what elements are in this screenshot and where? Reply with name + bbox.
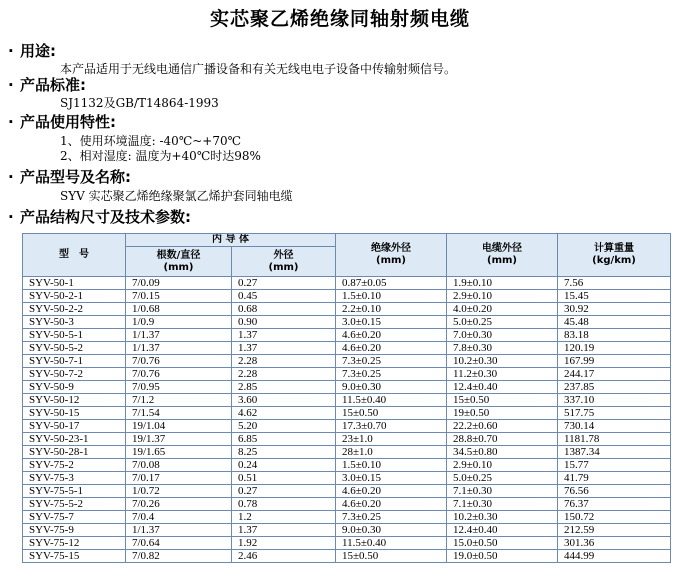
cell-outer-dia: 0.27 (232, 485, 336, 498)
cell-insulation: 4.6±0.20 (336, 342, 447, 355)
cell-model: SYV-50-28-1 (23, 446, 126, 459)
cell-weight: 244.17 (558, 368, 671, 381)
table-row (23, 303, 671, 316)
cell-outer-dia: 1.92 (232, 537, 336, 550)
cell-outer-dia: 2.28 (232, 355, 336, 368)
cell-outer-dia: 0.27 (232, 277, 336, 290)
cell-insulation: 9.0±0.30 (336, 381, 447, 394)
cell-model: SYV-50-15 (23, 407, 126, 420)
cell-model: SYV-50-2-2 (23, 303, 126, 316)
characteristics-line-2: 2、相对湿度: 温度为+40℃时达98% (60, 149, 261, 163)
cell-cable: 22.2±0.60 (447, 420, 558, 433)
cell-cable: 1.9±0.10 (447, 277, 558, 290)
cell-outer-dia: 0.68 (232, 303, 336, 316)
cell-weight: 444.99 (558, 550, 671, 563)
cell-weight: 337.10 (558, 394, 671, 407)
cell-weight: 15.45 (558, 290, 671, 303)
table-row (23, 355, 671, 368)
header-insulation-unit: (mm) (376, 255, 406, 266)
cell-weight: 301.36 (558, 537, 671, 550)
cell-weight: 120.19 (558, 342, 671, 355)
cell-weight: 76.37 (558, 498, 671, 511)
cell-outer-dia: 1.37 (232, 329, 336, 342)
cell-cable: 12.4±0.40 (447, 524, 558, 537)
cell-insulation: 7.3±0.25 (336, 355, 447, 368)
cell-weight: 1181.78 (558, 433, 671, 446)
table-row (23, 290, 671, 303)
cell-insulation: 1.5±0.10 (336, 459, 447, 472)
cell-strands: 1/0.72 (126, 485, 232, 498)
cell-insulation: 11.5±0.40 (336, 394, 447, 407)
cell-cable: 2.9±0.10 (447, 459, 558, 472)
cell-insulation: 2.2±0.10 (336, 303, 447, 316)
header-insulation-label: 绝缘外径 (371, 243, 411, 254)
table-row (23, 316, 671, 329)
standard-heading: 产品标准: (20, 76, 86, 94)
cell-outer-dia: 0.78 (232, 498, 336, 511)
cell-outer-dia: 0.51 (232, 472, 336, 485)
cell-model: SYV-50-12 (23, 394, 126, 407)
cell-strands: 19/1.65 (126, 446, 232, 459)
header-outer-dia (232, 247, 336, 277)
cell-outer-dia: 1.37 (232, 342, 336, 355)
table-row (23, 472, 671, 485)
cell-cable: 19.0±0.50 (447, 550, 558, 563)
cell-model: SYV-50-3 (23, 316, 126, 329)
header-cable-unit: (mm) (487, 255, 517, 266)
header-weight-unit: (kg/km) (592, 255, 636, 266)
standard-text: SJ1132及GB/T14864-1993 (60, 96, 219, 110)
cell-strands: 1/1.37 (126, 329, 232, 342)
cell-weight: 30.92 (558, 303, 671, 316)
cell-outer-dia: 1.37 (232, 524, 336, 537)
cell-model: SYV-75-2 (23, 459, 126, 472)
cell-weight: 730.14 (558, 420, 671, 433)
cell-strands: 19/1.37 (126, 433, 232, 446)
cell-outer-dia: 8.25 (232, 446, 336, 459)
cell-strands: 7/0.76 (126, 355, 232, 368)
cell-strands: 7/1.54 (126, 407, 232, 420)
cell-insulation: 0.87±0.05 (336, 277, 447, 290)
cell-cable: 10.2±0.30 (447, 511, 558, 524)
cell-weight: 212.59 (558, 524, 671, 537)
cell-cable: 7.0±0.30 (447, 329, 558, 342)
cell-insulation: 4.6±0.20 (336, 329, 447, 342)
cell-cable: 10.2±0.30 (447, 355, 558, 368)
cell-weight: 41.79 (558, 472, 671, 485)
cell-strands: 7/0.4 (126, 511, 232, 524)
cell-strands: 7/0.64 (126, 537, 232, 550)
cell-cable: 7.1±0.30 (447, 498, 558, 511)
cell-insulation: 4.6±0.20 (336, 485, 447, 498)
header-strands-label: 根数/直径 (156, 249, 201, 261)
header-cable-label: 电缆外径 (482, 243, 522, 254)
cell-cable: 5.0±0.25 (447, 472, 558, 485)
cell-weight: 1387.34 (558, 446, 671, 459)
cell-outer-dia: 4.62 (232, 407, 336, 420)
table-row (23, 329, 671, 342)
cell-insulation: 23±1.0 (336, 433, 447, 446)
header-model: 型 号 (23, 234, 126, 277)
cell-outer-dia: 0.45 (232, 290, 336, 303)
cell-model: SYV-75-7 (23, 511, 126, 524)
cell-weight: 7.56 (558, 277, 671, 290)
cell-model: SYV-75-12 (23, 537, 126, 550)
cell-cable: 2.9±0.10 (447, 290, 558, 303)
cell-weight: 237.85 (558, 381, 671, 394)
section-standard-heading: · 产品标准: (8, 76, 86, 94)
cell-outer-dia: 2.28 (232, 368, 336, 381)
cell-cable: 11.2±0.30 (447, 368, 558, 381)
cell-cable: 12.4±0.40 (447, 381, 558, 394)
table-row (23, 485, 671, 498)
cell-outer-dia: 0.90 (232, 316, 336, 329)
table-row (23, 381, 671, 394)
header-weight-label: 计算重量 (594, 243, 634, 254)
cell-model: SYV-50-17 (23, 420, 126, 433)
cell-insulation: 15±0.50 (336, 407, 447, 420)
cell-model: SYV-50-5-2 (23, 342, 126, 355)
cell-outer-dia: 2.46 (232, 550, 336, 563)
cell-model: SYV-75-15 (23, 550, 126, 563)
cell-model: SYV-75-5-1 (23, 485, 126, 498)
cell-strands: 7/0.17 (126, 472, 232, 485)
cell-cable: 5.0±0.25 (447, 316, 558, 329)
cell-cable: 19±0.50 (447, 407, 558, 420)
cell-strands: 7/1.2 (126, 394, 232, 407)
page-title: 实芯聚乙烯绝缘同轴射频电缆 (209, 8, 470, 30)
header-strands (126, 247, 232, 277)
cell-model: SYV-50-9 (23, 381, 126, 394)
header-insulation (336, 234, 447, 277)
cell-insulation: 3.0±0.15 (336, 472, 447, 485)
cell-insulation: 15±0.50 (336, 550, 447, 563)
cell-cable: 15±0.50 (447, 394, 558, 407)
section-characteristics-heading: · 产品使用特性: (8, 113, 116, 131)
usage-text: 本产品适用于无线电通信广播设备和有关无线电电子设备中传输射频信号。 (60, 62, 457, 76)
cell-model: SYV-50-23-1 (23, 433, 126, 446)
cell-model: SYV-50-5-1 (23, 329, 126, 342)
cell-cable: 28.8±0.70 (447, 433, 558, 446)
cell-strands: 7/0.26 (126, 498, 232, 511)
section-usage-heading: · 用途: (8, 42, 56, 60)
table-row (23, 511, 671, 524)
cell-cable: 7.8±0.30 (447, 342, 558, 355)
characteristics-heading: 产品使用特性: (20, 113, 116, 131)
cell-outer-dia: 3.60 (232, 394, 336, 407)
cell-outer-dia: 0.24 (232, 459, 336, 472)
cell-model: SYV-75-9 (23, 524, 126, 537)
cell-model: SYV-50-7-1 (23, 355, 126, 368)
cell-strands: 7/0.95 (126, 381, 232, 394)
cell-cable: 7.1±0.30 (447, 485, 558, 498)
header-cable (447, 234, 558, 277)
header-inner-conductor: 内 导 体 (126, 234, 336, 247)
cell-strands: 1/0.9 (126, 316, 232, 329)
table-row (23, 394, 671, 407)
cell-outer-dia: 5.20 (232, 420, 336, 433)
cell-weight: 517.75 (558, 407, 671, 420)
cell-weight: 45.48 (558, 316, 671, 329)
cell-insulation: 9.0±0.30 (336, 524, 447, 537)
cell-weight: 15.77 (558, 459, 671, 472)
cell-cable: 4.0±0.20 (447, 303, 558, 316)
cell-strands: 7/0.08 (126, 459, 232, 472)
cell-strands: 7/0.76 (126, 368, 232, 381)
cell-outer-dia: 2.85 (232, 381, 336, 394)
cell-weight: 83.18 (558, 329, 671, 342)
table-row (23, 498, 671, 511)
cell-cable: 34.5±0.80 (447, 446, 558, 459)
cell-weight: 150.72 (558, 511, 671, 524)
table-row (23, 537, 671, 550)
table-row (23, 459, 671, 472)
header-outer-dia-unit: (mm) (268, 261, 299, 273)
cell-strands: 1/1.37 (126, 524, 232, 537)
cell-weight: 76.56 (558, 485, 671, 498)
cell-model: SYV-50-7-2 (23, 368, 126, 381)
cell-strands: 1/0.68 (126, 303, 232, 316)
cell-insulation: 11.5±0.40 (336, 537, 447, 550)
header-outer-dia-label: 外径 (273, 249, 294, 261)
table-row (23, 446, 671, 459)
cell-insulation: 28±1.0 (336, 446, 447, 459)
cell-strands: 1/1.37 (126, 342, 232, 355)
spec-table-body (23, 277, 671, 563)
table-row (23, 368, 671, 381)
cell-insulation: 17.3±0.70 (336, 420, 447, 433)
cell-outer-dia: 1.2 (232, 511, 336, 524)
table-row (23, 407, 671, 420)
cell-insulation: 1.5±0.10 (336, 290, 447, 303)
cell-strands: 7/0.09 (126, 277, 232, 290)
cell-insulation: 7.3±0.25 (336, 511, 447, 524)
table-row (23, 277, 671, 290)
cell-outer-dia: 6.85 (232, 433, 336, 446)
table-row (23, 342, 671, 355)
table-row (23, 433, 671, 446)
model-heading: 产品型号及名称: (20, 168, 131, 186)
cell-model: SYV-75-5-2 (23, 498, 126, 511)
cell-model: SYV-50-2-1 (23, 290, 126, 303)
cell-cable: 15.0±0.50 (447, 537, 558, 550)
structure-heading: 产品结构尺寸及技术参数: (20, 208, 191, 226)
section-model-heading: · 产品型号及名称: (8, 168, 131, 186)
cell-strands: 7/0.15 (126, 290, 232, 303)
table-row (23, 420, 671, 433)
cell-model: SYV-50-1 (23, 277, 126, 290)
spec-table (22, 233, 671, 563)
table-row (23, 550, 671, 563)
cell-model: SYV-75-3 (23, 472, 126, 485)
section-structure-heading: · 产品结构尺寸及技术参数: (8, 208, 191, 226)
cell-insulation: 4.6±0.20 (336, 498, 447, 511)
cell-strands: 19/1.04 (126, 420, 232, 433)
usage-heading: 用途: (20, 42, 56, 60)
table-row (23, 524, 671, 537)
cell-insulation: 7.3±0.25 (336, 368, 447, 381)
header-strands-unit: (mm) (163, 261, 194, 273)
cell-weight: 167.99 (558, 355, 671, 368)
cell-strands: 7/0.82 (126, 550, 232, 563)
model-text: SYV 实芯聚乙烯绝缘聚氯乙烯护套同轴电缆 (60, 189, 293, 203)
cell-insulation: 3.0±0.15 (336, 316, 447, 329)
header-weight (558, 234, 671, 277)
characteristics-line-1: 1、使用环境温度: -40℃~+70℃ (60, 134, 242, 148)
